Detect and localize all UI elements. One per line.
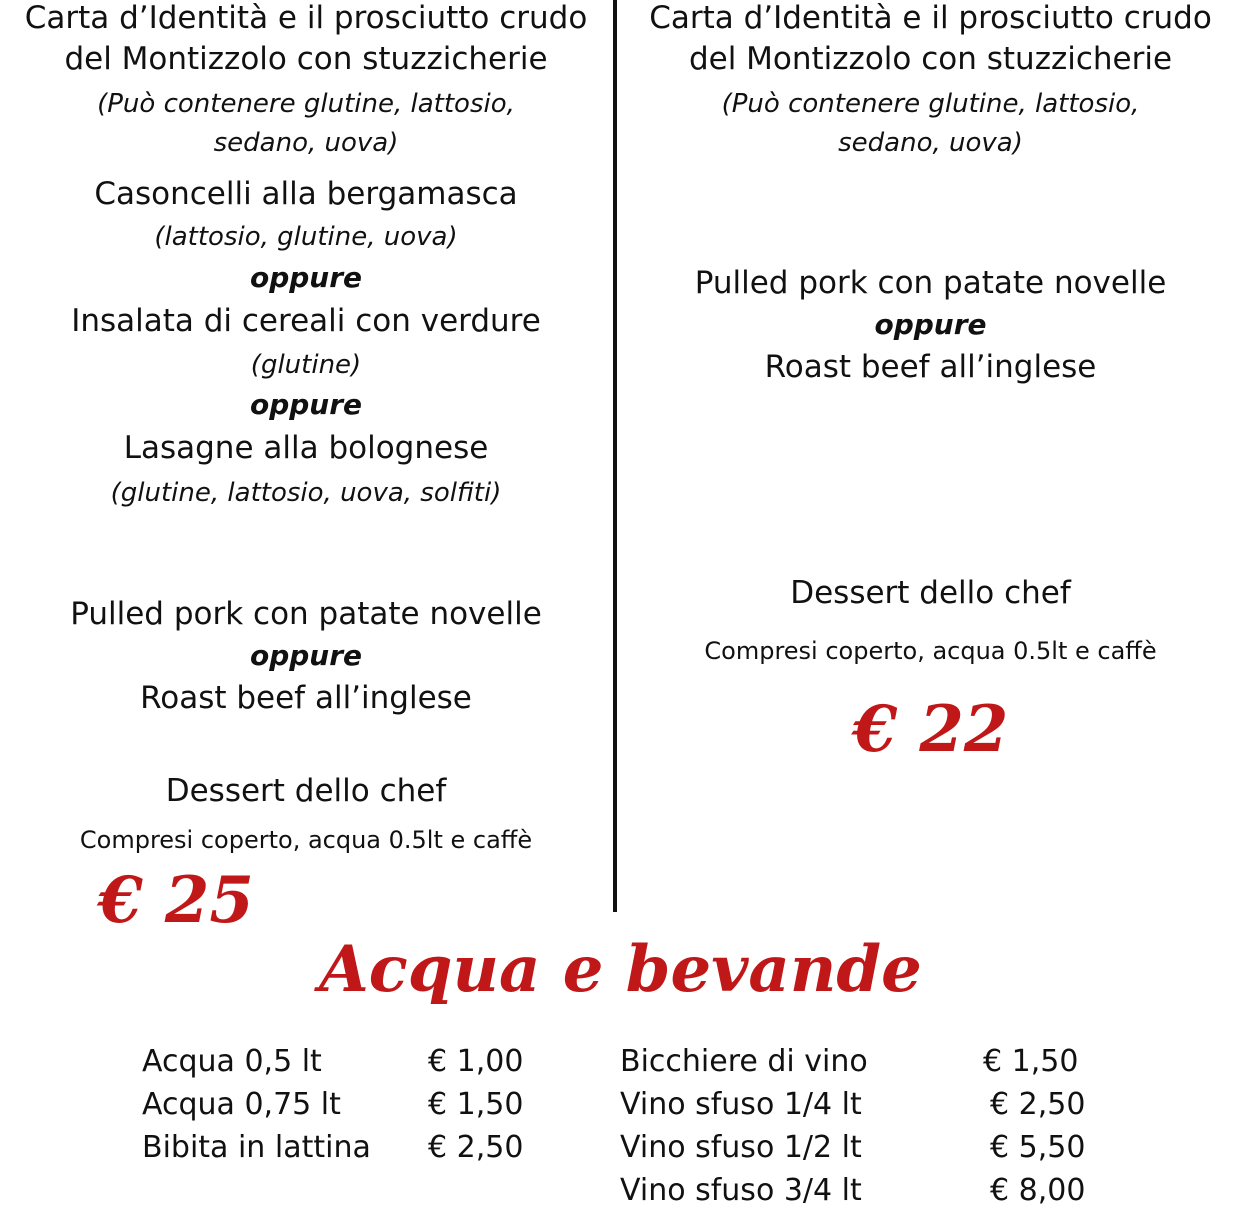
- drink-price: € 1,00: [428, 1044, 524, 1079]
- menu-price: € 22: [852, 692, 1009, 767]
- antipasto-allergens-line-1: (Può contenere glutine, lattosio,: [97, 89, 515, 119]
- primo-insalata: Insalata di cereali con verdure: [71, 303, 541, 339]
- antipasto-line-1: Carta d’Identità e il prosciutto crudo: [649, 0, 1212, 36]
- antipasto-line-1: Carta d’Identità e il prosciutto crudo: [24, 0, 588, 36]
- secondo-roast-beef: Roast beef all’inglese: [140, 680, 472, 716]
- drink-name: Bibita in lattina: [142, 1130, 371, 1165]
- included-note: Compresi coperto, acqua 0.5lt e caffè: [704, 637, 1157, 665]
- antipasto-allergens-line-2: sedano, uova): [213, 128, 399, 158]
- primo-casoncelli: Casoncelli alla bergamasca: [94, 176, 518, 212]
- oppure-label: oppure: [249, 639, 363, 672]
- secondo-pulled-pork: Pulled pork con patate novelle: [70, 596, 542, 632]
- primo-insalata-allergens: (glutine): [250, 350, 362, 380]
- antipasto-line-2: del Montizzolo con stuzzicherie: [64, 41, 548, 77]
- included-note: Compresi coperto, acqua 0.5lt e caffè: [79, 826, 533, 854]
- oppure-label: oppure: [874, 308, 987, 341]
- drink-name: Vino sfuso 1/4 lt: [620, 1087, 862, 1122]
- drink-name: Vino sfuso 1/2 lt: [620, 1130, 862, 1165]
- oppure-label: oppure: [249, 261, 363, 294]
- secondo-pulled-pork: Pulled pork con patate novelle: [694, 265, 1167, 301]
- drink-price: € 8,00: [990, 1173, 1086, 1208]
- secondo-roast-beef: Roast beef all’inglese: [764, 349, 1097, 385]
- drink-name: Acqua 0,75 lt: [142, 1087, 341, 1122]
- drinks-heading: Acqua e bevande: [319, 932, 922, 1007]
- dessert: Dessert dello chef: [165, 773, 447, 809]
- drink-name: Vino sfuso 3/4 lt: [620, 1173, 862, 1208]
- drink-price: € 1,50: [983, 1044, 1079, 1079]
- antipasto-line-2: del Montizzolo con stuzzicherie: [688, 41, 1173, 77]
- antipasto-allergens-line-2: sedano, uova): [838, 128, 1023, 158]
- antipasto-allergens-line-1: (Può contenere glutine, lattosio,: [721, 89, 1140, 119]
- primo-lasagne-allergens: (glutine, lattosio, uova, solfiti): [110, 478, 502, 508]
- drink-price: € 2,50: [990, 1087, 1086, 1122]
- drink-name: Acqua 0,5 lt: [142, 1044, 322, 1079]
- column-divider: [613, 0, 617, 912]
- drink-price: € 5,50: [990, 1130, 1086, 1165]
- menu-price: € 25: [98, 863, 254, 938]
- primo-lasagne: Lasagne alla bolognese: [123, 430, 489, 466]
- drink-price: € 1,50: [428, 1087, 524, 1122]
- primo-casoncelli-allergens: (lattosio, glutine, uova): [154, 222, 458, 252]
- drink-price: € 2,50: [428, 1130, 524, 1165]
- oppure-label: oppure: [249, 388, 363, 421]
- drink-name: Bicchiere di vino: [620, 1044, 868, 1079]
- dessert: Dessert dello chef: [790, 575, 1071, 611]
